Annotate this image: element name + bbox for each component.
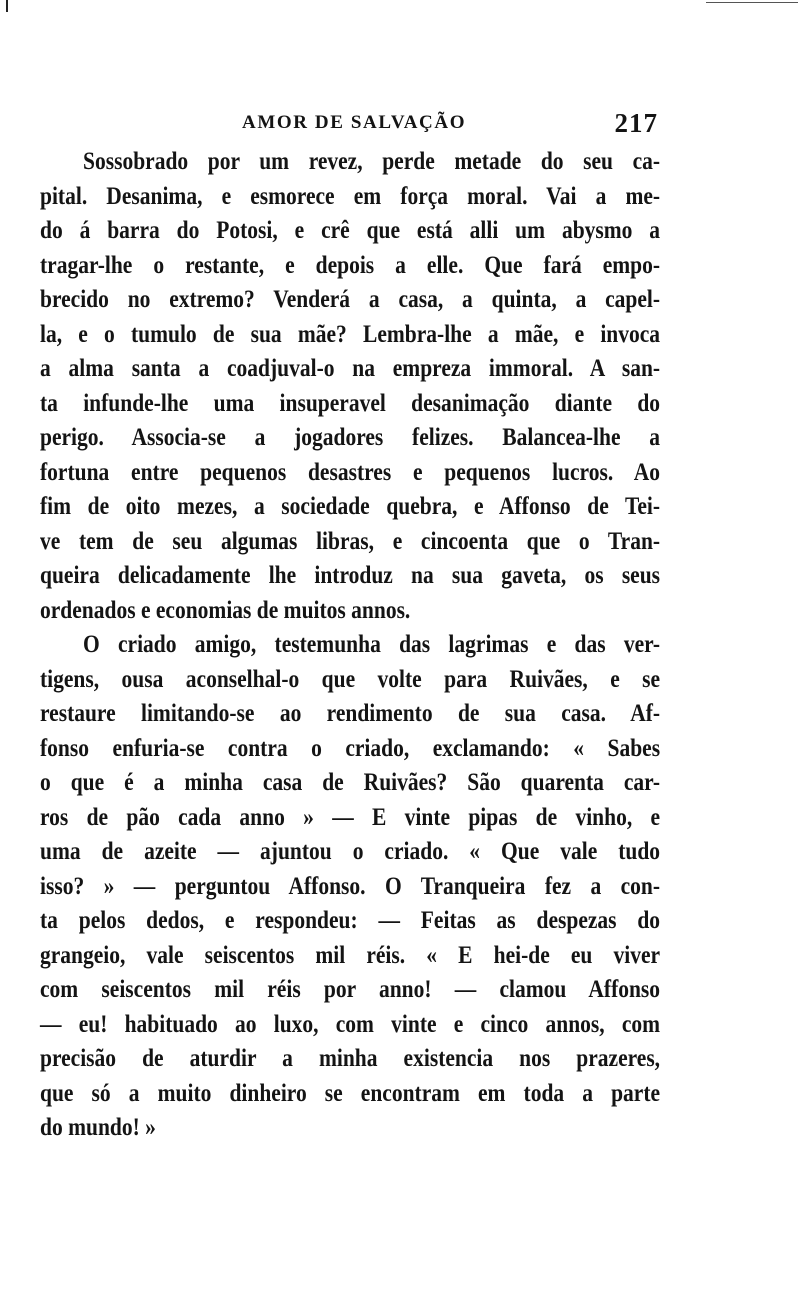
body-text [40,145,660,1146]
text-line: o que é a minha casa de Ruivães? São quarenta car- [40,769,661,796]
running-head: AMOR DE SALVAÇÃO [242,112,467,133]
paragraph-2 [40,628,660,1146]
text-line: restaure limitando-se ao rendimento de sua casa. Af- [40,700,661,727]
text-line: ta pelos dedos, e respondeu: — Feitas as despezas do [40,907,661,934]
paragraph-1 [40,145,660,628]
text-line: a alma santa a coadjuval-o na empreza immoral. A san- [40,355,661,382]
text-line: brecido no extremo? Venderá a casa, a quinta, a capel- [40,286,661,313]
text-line: Sossobrado por um revez, perde metade do seu ca- [83,148,661,175]
text-line: — eu! habituado ao luxo, com vinte e cinco annos, com [40,1010,661,1038]
text-line: ros de pão cada anno » — E vinte pipas de vinho, e [40,803,661,831]
text-line: perigo. Associa-se a jogadores felizes. Balancea-lhe a [40,424,661,451]
text-line: queira delicadamente lhe introduz na sua gaveta, os seus [40,562,661,589]
text-line: tragar-lhe o restante, e depois a elle. Que fará empo- [40,251,661,279]
page-header [40,108,660,142]
text-line: ta infunde-lhe uma insuperavel desanimação diante do [40,389,661,417]
scan-mark-left [6,0,8,12]
text-line: que só a muito dinheiro se encontram em toda a parte [40,1079,661,1107]
text-line: pital. Desanima, e esmorece em força moral. Vai a me- [40,182,661,210]
text-line: O criado amigo, testemunha das lagrimas e das ver- [83,631,661,658]
text-line: isso? » — perguntou Affonso. O Tranqueira fez a con- [40,872,661,900]
text-line: la, e o tumulo de sua mãe? Lembra-lhe a mãe, e invoca [40,320,661,348]
text-line: fonso enfuria-se contra o criado, exclamando: « Sabes [40,734,661,762]
text-line: grangeio, vale seiscentos mil réis. « E hei-de eu viver [40,941,661,969]
text-line: fim de oito mezes, a sociedade quebra, e Affonso de Tei- [40,493,661,520]
text-line: ordenados e economias de muitos annos. [40,596,411,624]
text-line: ve tem de seu algumas libras, e cincoenta que o Tran- [40,527,661,555]
text-line: fortuna entre pequenos desastres e pequenos lucros. Ao [40,458,661,486]
text-line: do mundo! » [40,1114,156,1141]
text-line: do á barra do Potosi, e crê que está alli um abysmo a [40,217,661,244]
scan-mark-right [706,2,798,3]
text-line: uma de azeite — ajuntou o criado. « Que vale tudo [40,838,661,865]
text-line: precisão de aturdir a minha existencia nos prazeres, [40,1045,661,1072]
text-line: com seiscentos mil réis por anno! — clamou Affonso [40,976,661,1003]
text-line: tigens, ousa aconselhal-o que volte para Ruivães, e se [40,665,661,693]
page-number: 217 [614,108,658,138]
